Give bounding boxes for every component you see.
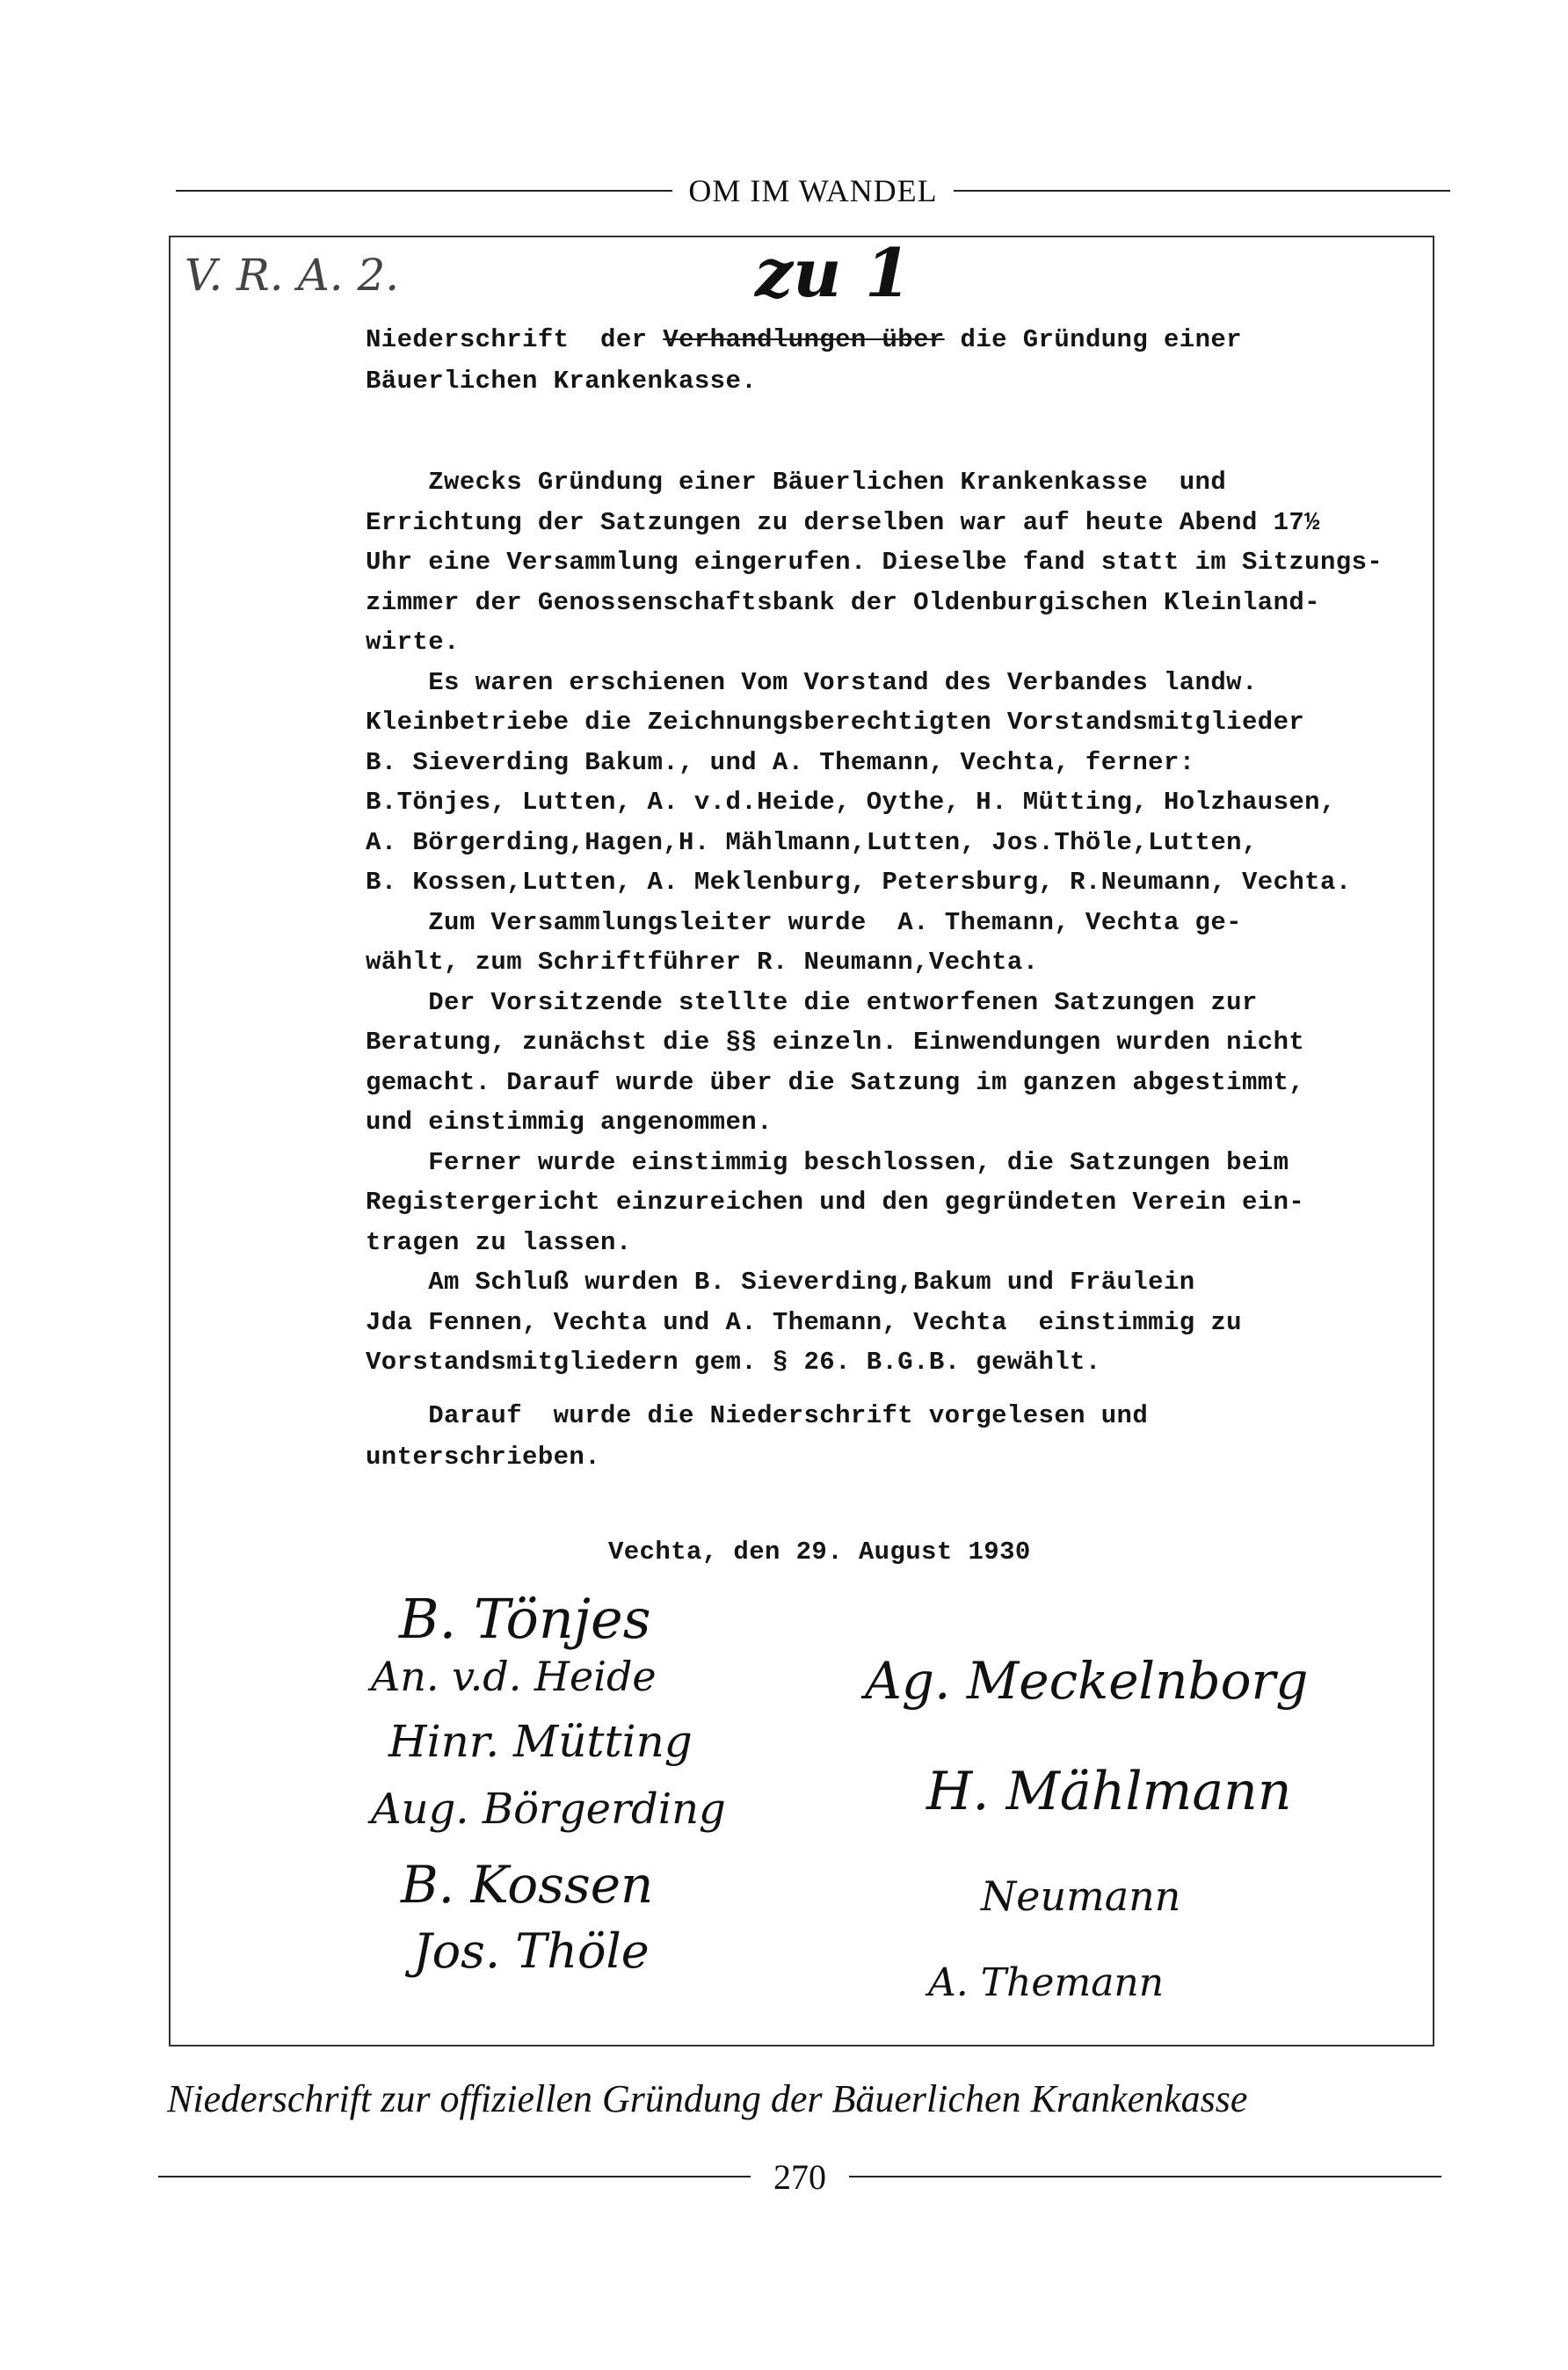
body-line: Ferner wurde einstimmig beschlossen, die Satzungen beim [366,1147,1289,1177]
page-number: 270 [773,2156,826,2197]
body-line: B. Sieverding Bakum., und A. Themann, Vechta, ferner: [366,747,1195,777]
signature-left: An. v.d. Heide [371,1653,657,1700]
closing-line: unterschrieben. [366,1443,601,1472]
body-line: Jda Fennen, Vechta und A. Themann, Vechta einstimmig zu [366,1307,1242,1337]
signature-left: B. Tönjes [399,1587,651,1651]
scanned-document-frame [169,236,1434,2046]
body-line: B.Tönjes, Lutten, A. v.d.Heide, Oythe, H. Mütting, Holzhausen, [366,788,1336,817]
body-line: A. Börgerding,Hagen,H. Mählmann,Lutten, Jos.Thöle,Lutten, [366,827,1258,857]
body-line: Errichtung der Satzungen zu derselben war auf heute Abend 17½ [366,507,1320,537]
body-line: Es waren erschienen Vom Vorstand des Verbandes landw. [366,667,1258,697]
running-head [176,169,1450,213]
running-head-rule-right [954,190,1450,192]
body-line: Beratung, zunächst die §§ einzeln. Einwendungen wurden nicht [366,1028,1305,1057]
body-line: Registergericht einzureichen und den gegründeten Verein ein- [366,1188,1305,1217]
body-line: zimmer der Genossenschaftsbank der Oldenburgischen Kleinland- [366,587,1320,617]
title-start: Niederschrift der [366,325,664,354]
body-line: Am Schluß wurden B. Sieverding,Bakum und Fräulein [366,1268,1195,1297]
body-line: Vorstandsmitgliedern gem. § 26. B.G.B. gewählt. [366,1348,1101,1377]
signature-right: H. Mählmann [926,1761,1292,1822]
running-head-rule-left [176,190,672,192]
figure-caption: Niederschrift zur offiziellen Gründung der Bäuerlichen Krankenkasse [167,2077,1248,2120]
title-end: die Gründung einer [944,325,1242,354]
signature-left: B. Kossen [401,1855,654,1915]
signature-right: Neumann [981,1872,1181,1920]
running-head-title: OM IM WANDEL [688,173,938,208]
body-line: tragen zu lassen. [366,1227,632,1257]
body-line: Kleinbetriebe die Zeichnungsberechtigten Vorstandsmitglieder [366,708,1305,737]
document-title-line-2: Bäuerlichen Krankenkasse. [366,367,758,396]
title-struck-text: Verhandlungen über [663,325,945,354]
page-footer [158,2152,1441,2201]
body-line: wählt, zum Schriftführer R. Neumann,Vechta. [366,948,1039,977]
footer-rule-right [849,2176,1441,2177]
body-line: gemacht. Darauf wurde über die Satzung im ganzen abgestimmt, [366,1067,1305,1097]
signature-left: Jos. Thöle [413,1923,650,1979]
closing-line: Darauf wurde die Niederschrift vorgelesen und [366,1401,1149,1430]
signature-right: Ag. Meckelnborg [865,1651,1309,1711]
place-date-line: Vechta, den 29. August 1930 [608,1538,1031,1567]
signature-left: Aug. Börgerding [371,1785,726,1834]
body-line: Uhr eine Versammlung eingerufen. Dieselbe fand statt im Sitzungs- [366,548,1383,577]
body-line: wirte. [366,628,460,657]
body-line: Zum Versammlungsleiter wurde A. Themann, Vechta ge- [366,907,1242,937]
body-line: und einstimmig angenommen. [366,1108,773,1137]
body-line: B. Kossen,Lutten, A. Meklenburg, Petersburg, R.Neumann, Vechta. [366,868,1352,897]
signature-right: A. Themann [928,1960,1165,2005]
signature-left: Hinr. Mütting [388,1716,693,1767]
annotation-top-left: V. R. A. 2. [185,250,400,301]
annotation-top-center: zu 1 [755,234,911,312]
body-line: Zwecks Gründung einer Bäuerlichen Krankenkasse und [366,468,1227,497]
body-line: Der Vorsitzende stellte die entworfenen Satzungen zur [366,987,1258,1017]
document-title-line-1 [366,325,1242,354]
footer-rule-left [158,2176,751,2177]
